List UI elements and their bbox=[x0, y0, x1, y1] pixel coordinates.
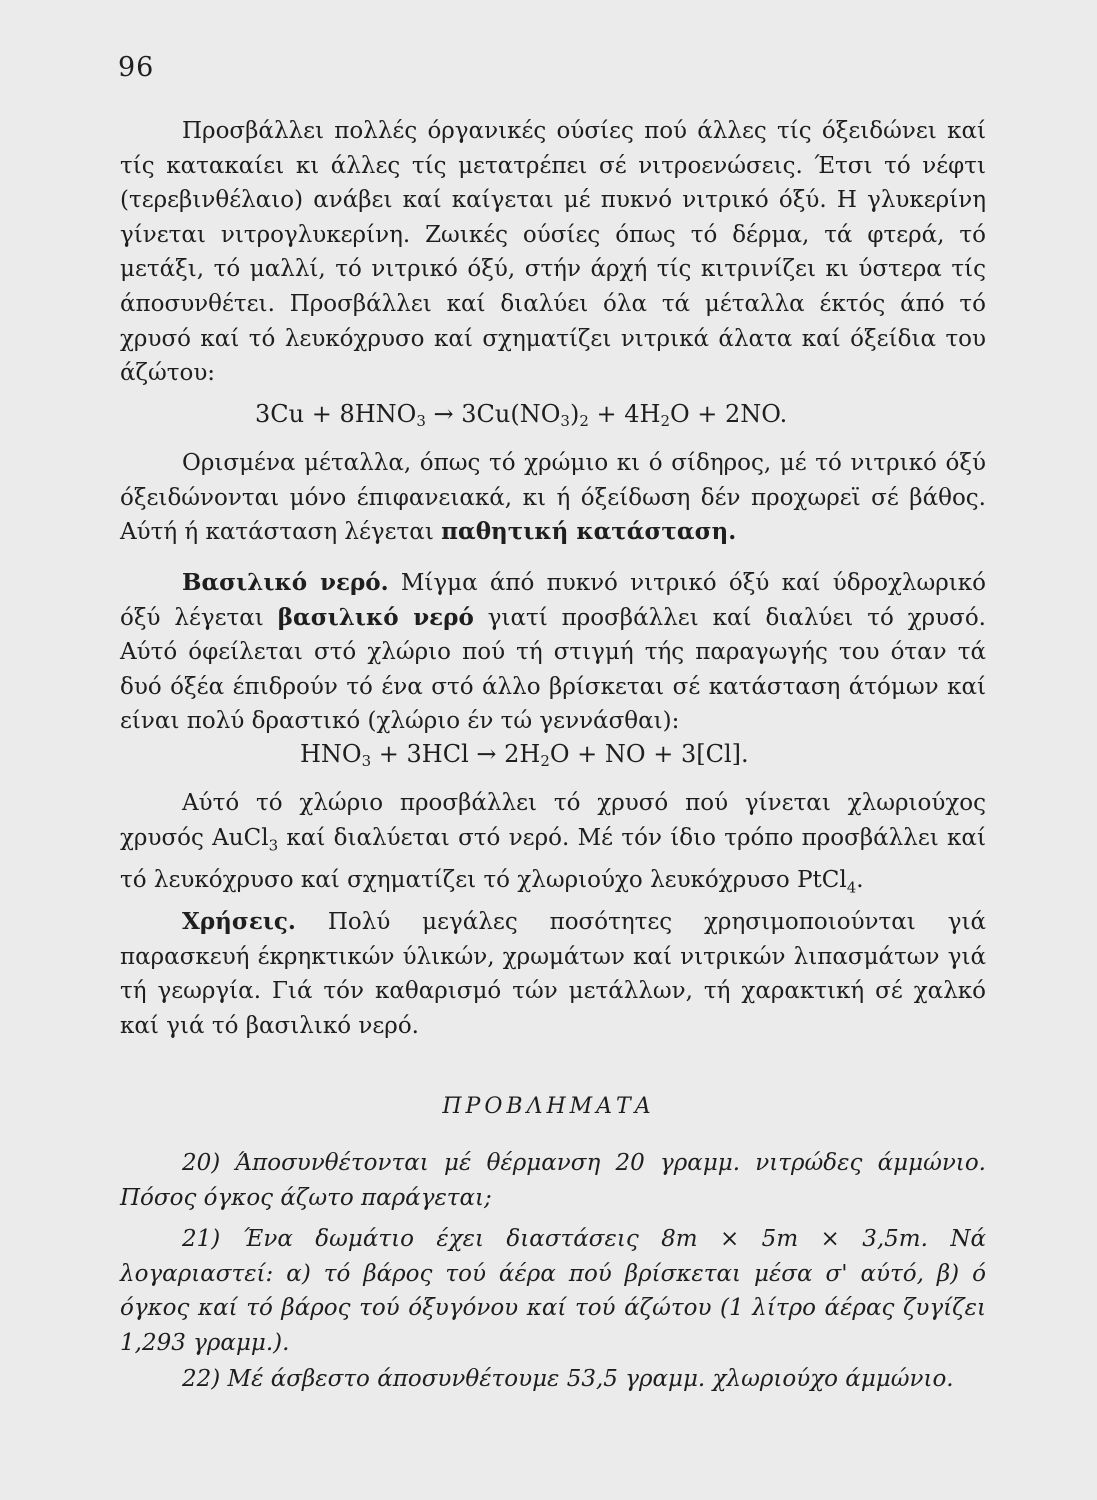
passivation-term: παθητική κατάσταση. bbox=[441, 518, 737, 546]
paragraph-aqua-regia: Βασιλικό νερό. Μίγμα άπό πυκνό νιτρικό όξύ καί ύδροχλωρικό όξύ λέγεται βασιλικό νερό γιατί προσβάλλει καί διαλύει τό χρυσό. Αύτό όφείλεται στό χλώριο πού τή στιγμή τής παραγωγής του όταν τά δυό όξέα έπιδρούν τό ένα στό άλλο βρίσκεται σέ κατάσταση άτόμων καί είναι πολύ δραστικό (χλώριο έν τώ γεννάσθαι): bbox=[120, 569, 987, 735]
paragraph-gold-chloride: Αύτό τό χλώριο προσβάλλει τό χρυσό πού γίνεται χλωριούχος χρυσός AuCl$_3$ καί διαλύεται στό νερό. Μέ τόν ίδιο τρόπο προσβάλλει καί τό λευκόχρυσο καί σχηματίζει τό χλωριούχο λευκόχρυσο PtCl$_4$. bbox=[120, 790, 986, 897]
paragraph-passivation: Ορισμένα μέταλλα, όπως τό χρώμιο κι ό σίδηρος, μέ τό νιτρικό όξύ όξειδώνονται μόνο έπιφανειακά, κι ή όξείδωση δέν προχωρεϊ σέ βάθος. Αύτή ή κατάσταση λέγεται παθητική κατάσταση. bbox=[120, 450, 986, 546]
problem-22: 22) Μέ άσβεστο άποσυνθέτουμε 53,5 γραμμ. χλωριούχο άμμώνιο. bbox=[182, 1366, 954, 1392]
problems-heading: ΠΡΟΒΛΗΜΑΤΑ bbox=[442, 1094, 655, 1119]
equation-aqua-regia: $HNO_3 + 3HCl \to 2H_2O$ + NO + 3[Cl]. bbox=[300, 740, 749, 770]
problem-20: 20) Άποσυνθέτονται μέ θέρμανση 20 γραμμ. νιτρώδες άμμώνιο. Πόσος όγκος άζωτο παράγεται; bbox=[120, 1150, 986, 1211]
aqua-regia-heading: Βασιλικό νερό. bbox=[182, 569, 389, 596]
problem-21: 21) Ένα δωμάτιο έχει διαστάσεις 8m × 5m × 3,5m. Νά λογαριαστεί: α) τό βάρος τού άέρα πού βρίσκεται μέσα σ' αύτό, β) ό όγκος καί τό βάρος τού όξυγόνου καί τού άζώτου (1 λίτρο άέρας ζυγίζει 1,293 γραμμ.). bbox=[120, 1226, 986, 1356]
aqua-regia-term: βασιλικό νερό bbox=[277, 603, 474, 631]
uses-heading: Χρήσεις. bbox=[182, 908, 296, 935]
paragraph-nitric-acid-organic: Προσβάλλει πολλές όργανικές ούσίες πού άλλες τίς όξειδώνει καί τίς κατακαίει κι άλλες τίς μετατρέπει σέ νιτροενώσεις. Έτσι τό νέφτι (τερεβινθέλαιο) ανάβει καί καίγεται μέ πυκνό νιτρικό όξύ. Η γλυκερίνη γίνεται νιτρογλυκερίνη. Ζωικές ούσίες όπως τό δέρμα, τά φτερά, τό μετάξι, τό μαλλί, τό νιτρικό όξύ, στήν άρχή τίς κιτρινίζει κι ύστερα τίς άποσυνθέτει. Προσβάλλει καί διαλύει όλα τά μέταλλα έκτός άπό τό χρυσό καί τό λευκόχρυσο καί σχηματίζει νιτρικά άλατα καί όξείδια του άζώτου: bbox=[120, 118, 986, 387]
equation-copper-nitric-acid: $3Cu + 8HNO_3 \to 3Cu(NO_3)_2 + 4H_2O + 2NO$. bbox=[255, 400, 788, 430]
paragraph-uses: Χρήσεις. Πολύ μεγάλες ποσότητες χρησιμοποιούνται γιά παρασκευή έκρηκτικών ύλικών, χρωμάτων καί νιτρικών λιπασμάτων γιά τή γεωργία. Γιά τόν καθαρισμό τών μετάλλων, τή χαρακτική σέ χαλκό καί γιά τό βασιλικό νερό. bbox=[120, 908, 986, 1039]
page-number: 96 bbox=[118, 52, 155, 83]
